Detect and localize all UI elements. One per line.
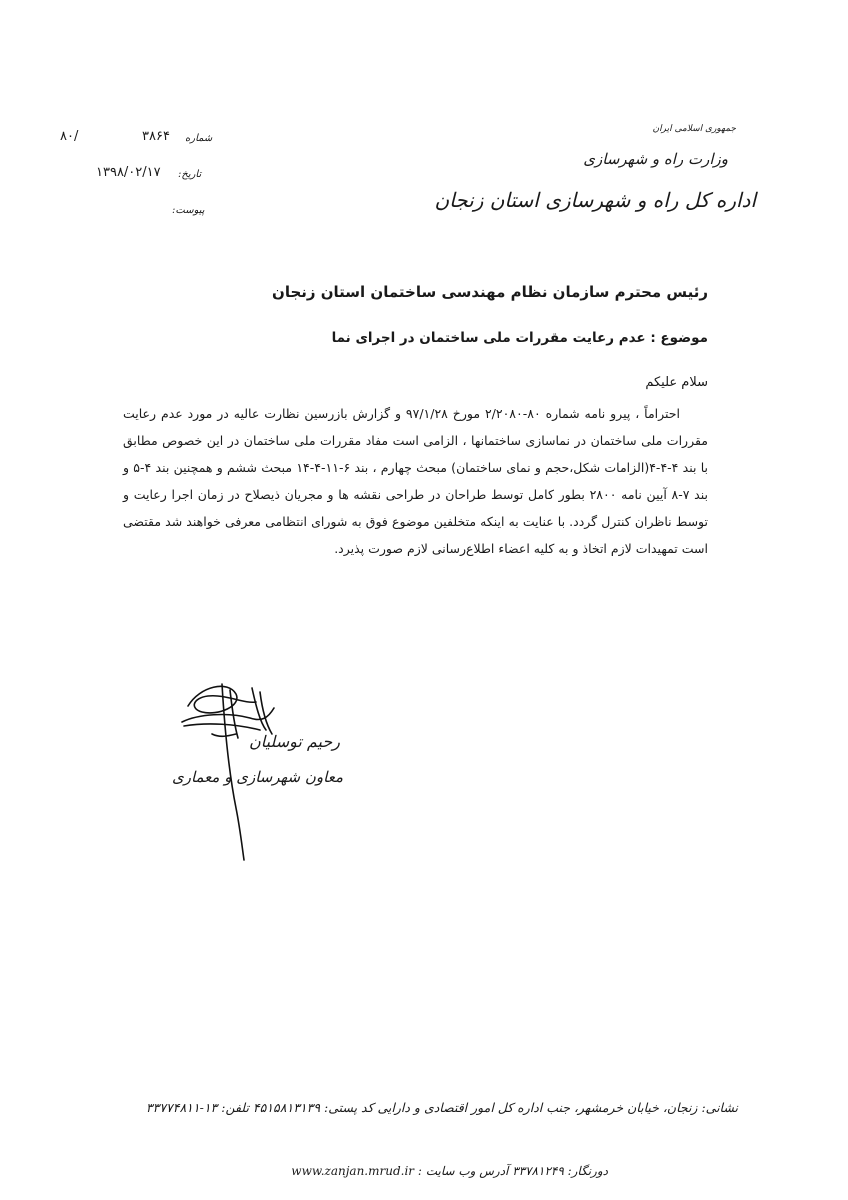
footer-address: نشانی: زنجان، خیابان خرمشهر، جنب اداره کل امور اقتصادی و دارایی کد پستی: ۴۵۱۵۸۱۳۱۳۹ تلفن: ۱۳-۳۳۷۷۴۸۱۱ <box>145 1100 738 1115</box>
letterhead-ministry: وزارت راه و شهرسازی <box>583 150 728 168</box>
signatory-title: معاون شهرسازی و معماری <box>171 768 343 786</box>
number-label: شماره <box>185 133 213 144</box>
letter-number: ۳۸۶۴ <box>142 129 170 144</box>
greeting: سلام علیکم <box>645 375 708 390</box>
subject-line: موضوع : عدم رعایت مقررات ملی ساختمان در اجرای نما <box>331 330 708 346</box>
date-label: تاریخ: <box>178 169 202 180</box>
letterhead-republic: جمهوری اسلامی ایران <box>652 124 736 134</box>
letter-number-prefix: ۸۰/ <box>60 129 79 144</box>
signatory-name: رحیم توسلیان <box>248 732 340 751</box>
footer-fax-website: دورنگار: ۳۳۷۸۱۲۴۹ آدرس وب سایت : www.zanjan.mrud.ir <box>291 1164 608 1178</box>
attachment-label: پیوست: <box>172 205 205 216</box>
letter-body: احتراماً ، پیرو نامه شماره ۸۰-۲/۲۰۸۰ مورخ ۹۷/۱/۲۸ و گزارش بازرسین نظارت عالیه در مورد عدم رعایت مقررات ملی ساختمان در نماسازی ساختمانها ، الزامی است مفاد مقررات ملی ساختمان در این خصوص مطابق با بند ۴-۴-۴(الزامات شکل،حجم و نمای ساختمان) مبحث چهارم ، بند ۶-۱۱-۴-۱۴ مبحث ششم و همچنین بند ۴-۵ و بند ۷-۸ آیین نامه ۲۸۰۰ بطور کامل توسط طراحان در طراحی نقشه ها و مجریان ذیصلاح در زمان اجرا رعایت و توسط ناظران کنترل گردد. با عنایت به اینکه متخلفین موضوع فوق به شورای انتظامی معرفی خواهند شد مقتضی است تمهیدات لازم اتخاذ و به کلیه اعضاء اطلاع‌رسانی لازم صورت پذیرد. <box>123 406 708 556</box>
recipient: رئیس محترم سازمان نظام مهندسی ساختمان استان زنجان <box>272 283 708 301</box>
letter-date: ۱۳۹۸/۰۲/۱۷ <box>96 165 161 180</box>
letterhead-office: اداره کل راه و شهرسازی استان زنجان <box>434 188 756 212</box>
